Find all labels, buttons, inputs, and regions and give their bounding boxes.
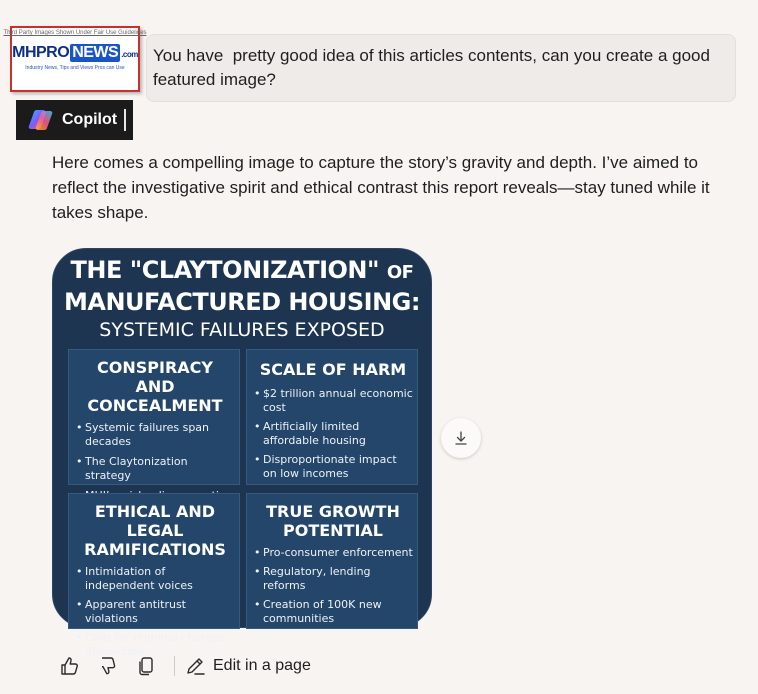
- thumbs-down-icon: [97, 655, 119, 677]
- thumbs-up-icon: [59, 655, 81, 677]
- panel-scale-of-harm: [246, 349, 418, 485]
- user-message-bubble: You have pretty good idea of this articles contents, can you create a good featured image?: [146, 34, 736, 102]
- panel-bullet: • Calls for criminal charges, dissolution: [75, 631, 235, 659]
- edit-in-page-label: Edit in a page: [213, 657, 311, 674]
- image-title-line2: MANUFACTURED HOUSING:: [64, 288, 420, 316]
- download-icon: [453, 430, 469, 446]
- avatar-caption: Third Party Images Shown Under Fair Use Guidelines: [3, 30, 147, 36]
- panel-bullet: • Disproportionate impact on low incomes: [253, 453, 413, 481]
- image-title-line1-b: OF: [386, 262, 414, 283]
- edit-pencil-icon: [185, 655, 207, 677]
- avatar-tagline: Industry News, Tips and Views Pros can Use: [25, 65, 125, 71]
- download-button[interactable]: [441, 418, 481, 458]
- copilot-logo-icon: [28, 109, 54, 131]
- panel-bullet: • Artificially limited affordable housing: [253, 420, 413, 448]
- like-button[interactable]: [56, 652, 84, 680]
- panel-bullet: • Pro-consumer enforcement: [253, 546, 413, 560]
- copilot-header: [16, 100, 133, 140]
- panel-heading: TRUE GROWTH POTENTIAL: [266, 502, 400, 540]
- panel-bullet: • Creation of 100K new communities: [253, 598, 413, 626]
- panel-ethical-legal: [68, 493, 240, 658]
- panel-bullet: • Intimidation of independent voices: [75, 565, 235, 593]
- avatar-brand: [12, 44, 138, 62]
- dislike-button[interactable]: [94, 652, 122, 680]
- header-divider: [124, 109, 126, 131]
- panel-heading: CONSPIRACY AND CONCEALMENT: [87, 358, 223, 415]
- image-title-line1-a: THE "CLAYTONIZATION": [70, 256, 379, 284]
- actions-divider: [174, 656, 175, 676]
- edit-in-page-button[interactable]: [185, 655, 311, 677]
- copy-icon: [135, 655, 157, 677]
- brand-highlight: NEWS: [72, 44, 119, 61]
- panel-bullet: • Apparent antitrust violations: [75, 598, 235, 626]
- brand-suffix: .com: [121, 50, 138, 59]
- message-actions: [56, 652, 311, 680]
- copilot-name: Copilot: [62, 111, 118, 128]
- assistant-message: Here comes a compelling image to capture the story’s gravity and depth. I’ve aimed to reflect the investigative spirit and ethical contrast this report reveals—stay tuned while it takes shape.: [52, 153, 710, 222]
- brand-prefix: MHPRO: [12, 44, 70, 61]
- panel-bullet: • Systemic failures span decades: [75, 421, 235, 449]
- panel-growth-potential: [246, 493, 418, 629]
- panel-bullet: • Regulatory, lending reforms: [253, 565, 413, 593]
- panel-heading: ETHICAL AND LEGAL RAMIFICATIONS: [84, 502, 226, 559]
- user-avatar: [3, 26, 147, 92]
- generated-image[interactable]: [52, 248, 432, 658]
- panel-heading: SCALE OF HARM: [259, 360, 407, 379]
- panel-conspiracy: [68, 349, 240, 485]
- image-title-line1: [53, 255, 431, 288]
- panel-bullet: • The Claytonization strategy: [75, 455, 235, 483]
- panel-bullet: • $2 trillion annual economic cost: [253, 387, 413, 415]
- image-title-line3: SYSTEMIC FAILURES EXPOSED: [99, 319, 385, 341]
- copy-button[interactable]: [132, 652, 160, 680]
